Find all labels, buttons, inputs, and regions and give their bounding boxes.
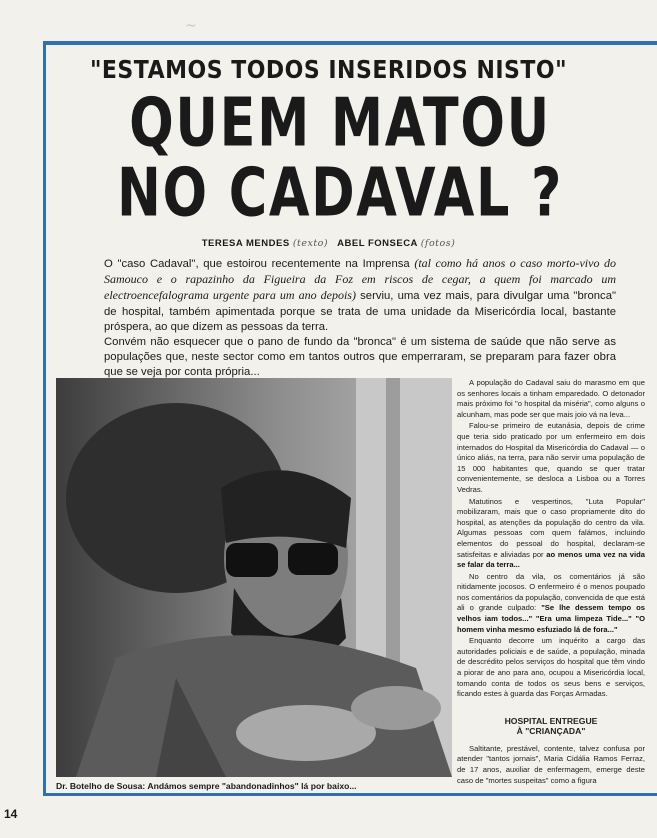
portrait-photo-graphic <box>56 378 452 777</box>
page-number: 14 <box>4 807 18 821</box>
author-text: TERESA MENDES <box>201 238 290 249</box>
body-column <box>457 378 645 787</box>
column-quote: "Se lhe dessem tempo os velhos iam todos..." "Era uma limpeza Tide..." "O homem vinha mesmo esfuziado lá de fora..." <box>457 603 645 634</box>
lead-italic-aside: (tal como há anos o caso morto-vivo do Samouco e o rapazinho da Figueira da Foz em riscos de cegar, a quem foi marcado um electroencefalograma urgente para um ano depois) <box>104 256 616 303</box>
byline <box>0 238 657 249</box>
top-blue-rule <box>43 41 657 45</box>
author-photos-role: (fotos) <box>420 238 456 249</box>
left-blue-rule <box>43 41 46 793</box>
lead-paragraphs <box>104 256 616 381</box>
faded-stamp-mark: ~ <box>185 18 197 34</box>
bottom-blue-rule <box>43 793 657 796</box>
column-paragraph-6: Saltitante, prestável, contente, talvez confusa por atender "tantos jornais", Maria Cidália Ramos Ferraz, de 17 anos, auxiliar de enfermagem, emerge deste caso de "mortes suspeitas" como a figura <box>457 743 645 785</box>
author-photos: ABEL FONSECA <box>337 238 418 249</box>
column-paragraph-5: Enquanto decorre um inquérito a cargo das autoridades policiais e de saúde, a população, minada de descrédito pelos serviços do hospital que têm vindo a piorar de ano para ano, ocupou a Misericórdia local, tomando conta de todos os seus bens e serviços, ficando estes à guarda das Forças Armadas. <box>457 636 645 699</box>
section-subhead: HOSPITAL ENTREGUE À "CRIANÇADA" <box>504 715 598 736</box>
article-kicker: "ESTAMOS TODOS INSERIDOS NISTO" <box>89 56 568 85</box>
headline-line-1: QUEM MATOU <box>129 84 551 163</box>
column-paragraph-4: No centro da vila, os comentários já são nitidamente jocosos. O enfermeiro é o menos poupado nos comentários da população, convencida de que está ali o grande culpado: "Se lhe dessem tempo os velhos iam todos..." "Era uma limpeza Tide..." "O homem vinha mesmo esfuziado lá de fora..." <box>457 571 645 634</box>
portrait-photo <box>56 378 452 777</box>
column-emphasis-1: ao menos uma vez na vida se falar da terra... <box>457 549 645 570</box>
column-paragraph-2: Falou-se primeiro de eutanásia, depois de crime que teria sido praticado por um enfermeiro em dois internados do Hospital da Misericórdia do Cadaval — o único aliás, na terra, para não servir uma população de 15 000 habitantes que, quando se quer tratar convenientemente, se desloca a Lisboa ou a Torres Vedras. <box>457 421 645 494</box>
column-paragraph-3: Matutinos e vespertinos, "Luta Popular" mobilizaram, mais que o caso propriamente dito do hospital, as atenções da população do centro da vila. Algumas pessoas com quem falámos, incluindo elementos do pessoal do hospital, declaram-se satisfeitas e aliviadas por ao menos uma vez na vida se falar da terra... <box>457 496 645 570</box>
lead-paragraph-2: Convém não esquecer que o pano de fundo da "bronca" é um sistema de saúde que não serve as populações que, neste sector como em tantos outros que emperraram, se preparam para fazer obra que se veja por conta própria... <box>104 336 616 379</box>
headline-line-2: NO CADAVAL ? <box>116 154 564 233</box>
column-paragraph-1: A população do Cadaval saiu do marasmo em que os senhores locais a tinham emparedado. O detonador mais próximo foi "o hospital da miséria", como alguns o alcunham, mas pode ser que mais joio vá na leva... <box>457 378 645 419</box>
photo-caption: Dr. Botelho de Sousa: Andámos sempre "abandonadinhos" lá por baixo... <box>56 781 357 791</box>
lead-paragraph-1: O "caso Cadaval", que estoirou recentemente na Imprensa (tal como há anos o caso morto-vivo do Samouco e o rapazinho da Figueira da Foz em riscos de cegar, a quem foi marcado um electroencefalograma urgente para um ano depois) serviu, uma vez mais, para divulgar uma "bronca" de hospital, também apimentada porque se trata de uma unidade da Misericórdia local, bastante próspera, ao que dizem as pessoas da terra. <box>104 256 616 333</box>
author-text-role: (texto) <box>292 238 329 249</box>
